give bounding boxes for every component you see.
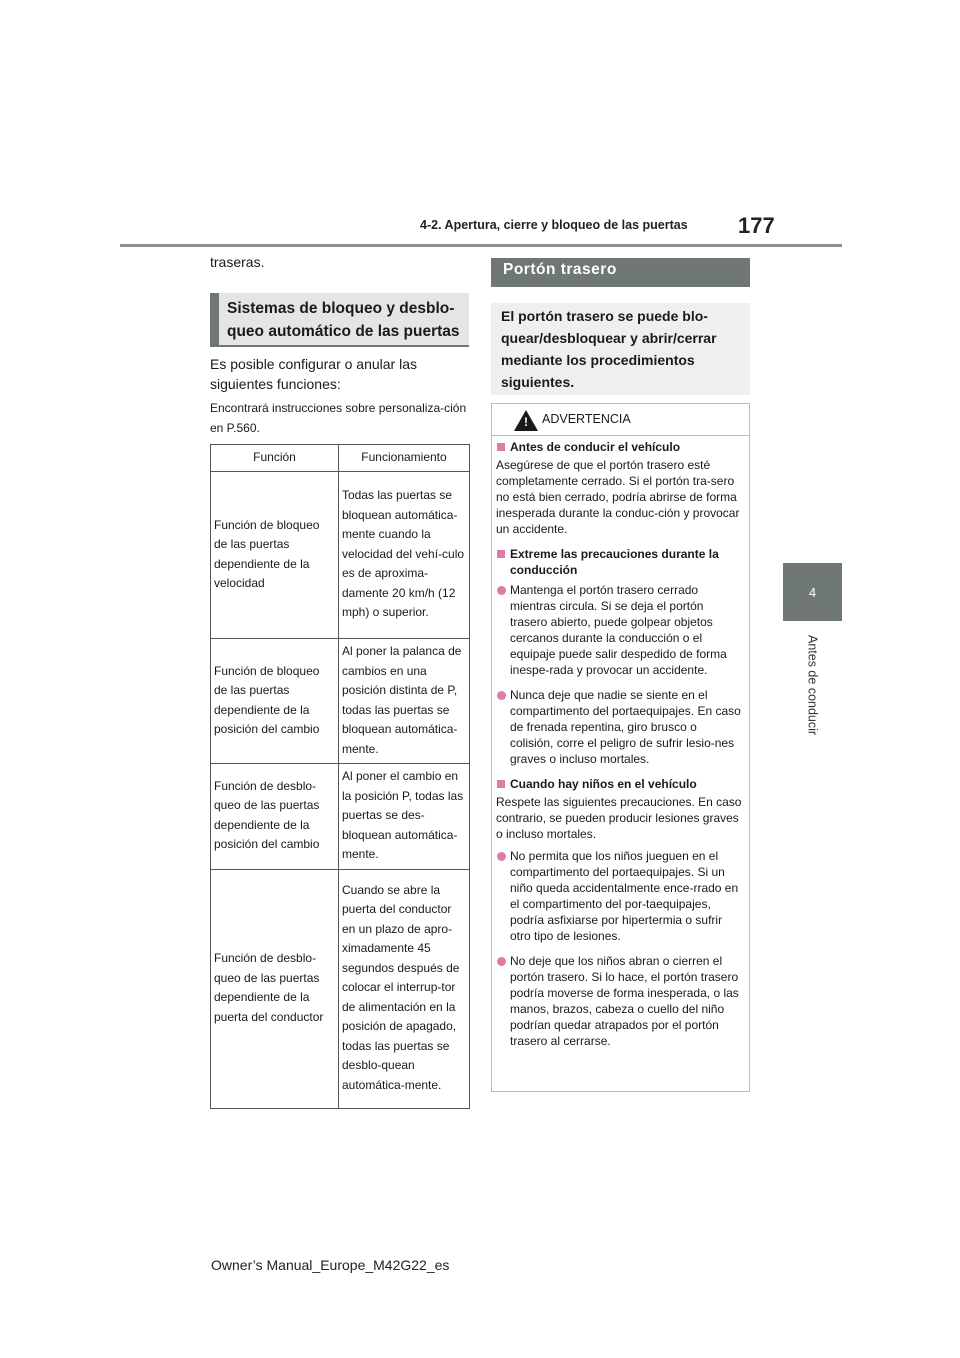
warning-subheading: Antes de conducir el vehículo (496, 439, 743, 455)
functions-table (210, 444, 470, 1109)
chapter-tab-title (783, 625, 842, 745)
warning-box (491, 403, 750, 1092)
customization-note: Encontrará instrucciones sobre personaliza-ción en P.560. (210, 401, 467, 435)
warning-bullet: No deje que los niños abran o cierren el portón trasero. Si lo hace, el portón trasero podría moverse de forma inesperada, o las manos, brazos, cabeza o cuello del niño podrían quedar atrapados por el portón trasero al cerrarse. (496, 953, 743, 1049)
table-header-operation: Funcionamiento (339, 445, 470, 472)
table-row (211, 869, 470, 1108)
table-cell-operation: Al poner la palanca de cambios en una posición distinta de P, todas las puertas se bloquean automática-mente. (339, 639, 470, 764)
section-title: 4-2. Apertura, cierre y bloqueo de las puertas (420, 218, 688, 232)
carry-over-text: traseras. (210, 254, 265, 270)
chapter-title-text: Antes de conducir (805, 634, 820, 736)
table-cell-function: Función de bloqueo de las puertas dependiente de la posición del cambio (211, 639, 339, 764)
warning-body (492, 436, 749, 1049)
warning-subheading: Cuando hay niños en el vehículo (496, 776, 743, 792)
warning-header (492, 404, 749, 436)
table-cell-function: Función de bloqueo de las puertas dependiente de la velocidad (211, 472, 339, 639)
warning-paragraph: Respete las siguientes precauciones. En caso contrario, se pueden producir lesiones graves o incluso mortales. (496, 795, 742, 841)
tailgate-intro-box: El portón trasero se puede blo-quear/desbloquear y abrir/cerrar mediante los procedimientos siguientes. (491, 303, 750, 395)
table-cell-function: Función de desblo-queo de las puertas dependiente de la puerta del conductor (211, 869, 339, 1108)
warning-bullet: Mantenga el portón trasero cerrado mientras circula. Si se deja el portón trasero abierto, puede golpear objetos cercanos durante la conducción o el equipaje puede salir despedido de forma inespe-rada y provocar un accidente. (496, 582, 743, 678)
auto-lock-section-heading: Sistemas de bloqueo y desblo-queo automático de las puertas (210, 293, 469, 347)
header-rule (120, 244, 842, 247)
table-row (211, 472, 470, 639)
warning-title: ADVERTENCIA (542, 412, 631, 426)
functions-intro: Es posible configurar o anular las siguientes funciones: (210, 356, 418, 392)
table-cell-function: Función de desblo-queo de las puertas dependiente de la posición del cambio (211, 764, 339, 870)
table-cell-operation: Cuando se abre la puerta del conductor en un plazo de apro-ximadamente 45 segundos después de colocar el interrup-tor de alimentación en la posición de apagado, todas las puertas se desblo-quean automática-mente. (339, 869, 470, 1108)
footer-text: Owner’s Manual_Europe_M42G22_es (211, 1257, 450, 1273)
chapter-tab-number: 4 (783, 563, 842, 621)
page-number: 177 (738, 213, 775, 238)
table-row (211, 639, 470, 764)
warning-triangle-icon: ! (514, 410, 538, 431)
table-header-row (211, 445, 470, 472)
tailgate-section-heading: Portón trasero (491, 258, 750, 287)
table-cell-operation: Al poner el cambio en la posición P, todas las puertas se des-bloquean automática-mente. (339, 764, 470, 870)
table-row (211, 764, 470, 870)
table-cell-operation: Todas las puertas se bloquean automática-mente cuando la velocidad del vehí-culo es de aproxima-damente 20 km/h (12 mph) o superior. (339, 472, 470, 639)
warning-paragraph: Asegúrese de que el portón trasero esté completamente cerrado. Si el portón tra-sero no está bien cerrado, podría abrirse de forma inesperada durante la conduc-ción y provocar un accidente. (496, 458, 740, 536)
warning-subheading: Extreme las precauciones durante la conducción (496, 546, 743, 578)
warning-bullet: Nunca deje que nadie se siente en el compartimento del portaequipajes. En caso de frenada repentina, giro brusco o colisión, corre el peligro de sufrir lesio-nes graves o incluso mortales. (496, 687, 743, 767)
warning-bullet: No permita que los niños jueguen en el compartimento del portaequipajes. Si un niño queda accidentalmente ence-rrado en el compartimento del por-taequipajes, podría asfixiarse por hipertermia o sufrir otro tipo de lesiones. (496, 848, 743, 944)
table-header-function: Función (211, 445, 339, 472)
